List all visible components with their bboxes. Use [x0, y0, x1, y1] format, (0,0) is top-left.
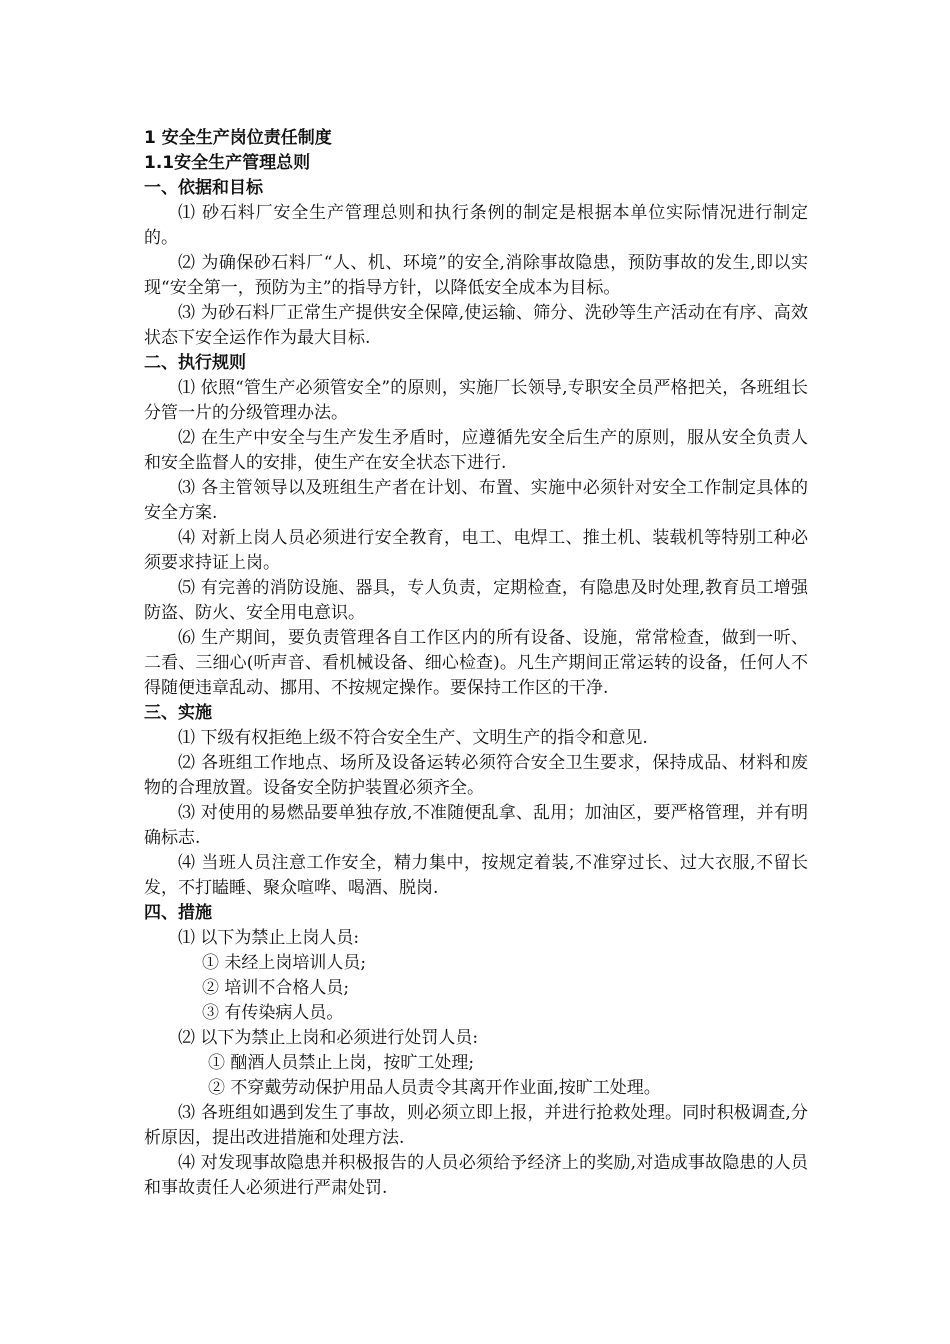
sub-item-4-1-3: ③ 有传染病人员。: [202, 1003, 344, 1023]
paragraph-1-1: ⑴ 砂石料厂安全生产管理总则和执行条例的制定是根据本单位实际情况进行制定的。: [144, 203, 808, 248]
paragraph-3-2: ⑵ 各班组工作地点、场所及设备运转必须符合安全卫生要求，保持成品、材料和废物的合理放置。设备安全防护装置必须齐全。: [144, 753, 808, 798]
section-heading-3: 三、实施: [144, 703, 212, 723]
paragraph-1-2: ⑵ 为确保砂石料厂“人、机、环境”的安全,消除事故隐患，预防事故的发生,即以实现“安全第一，预防为主”的指导方针，以降低安全成本为目标。: [144, 253, 808, 298]
sub-item-4-1-1: ① 未经上岗培训人员;: [202, 953, 367, 973]
sub-item-4-1-2: ② 培训不合格人员;: [202, 978, 350, 998]
paragraph-4-3: ⑶ 各班组如遇到发生了事故，则必须立即上报，并进行抢救处理。同时积极调查,分析原因，提出改进措施和处理方法.: [144, 1103, 808, 1148]
section-heading-4: 四、措施: [144, 903, 212, 923]
paragraph-2-1: ⑴ 依照“管生产必须管安全”的原则，实施厂长领导,专职安全员严格把关，各班组长分管一片的分级管理办法。: [144, 378, 808, 423]
paragraph-2-3: ⑶ 各主管领导以及班组生产者在计划、布置、实施中必须针对安全工作制定具体的安全方案.: [144, 478, 808, 523]
paragraph-4-4: ⑷ 对发现事故隐患并积极报告的人员必须给予经济上的奖励,对造成事故隐患的人员和事故责任人必须进行严肃处罚.: [144, 1153, 808, 1198]
paragraph-3-1: ⑴ 下级有权拒绝上级不符合安全生产、文明生产的指令和意见.: [178, 728, 648, 748]
section-title: 1.1安全生产管理总则: [144, 153, 311, 173]
paragraph-4-1: ⑴ 以下为禁止上岗人员:: [178, 928, 360, 948]
paragraph-2-5: ⑸ 有完善的消防设施、器具，专人负责，定期检查，有隐患及时处理,教育员工增强防盗、防火、安全用电意识。: [144, 578, 808, 623]
document-body: [144, 126, 808, 1201]
paragraph-1-3: ⑶ 为砂石料厂正常生产提供安全保障,使运输、筛分、洗砂等生产活动在有序、高效状态下安全运作作为最大目标.: [144, 303, 808, 348]
section-heading-2: 二、执行规则: [144, 353, 246, 373]
sub-item-4-2-2: ② 不穿戴劳动保护用品人员责令其离开作业面,按旷工处理。: [208, 1078, 661, 1098]
paragraph-2-6: ⑹ 生产期间，要负责管理各自工作区内的所有设备、设施，常常检查，做到一听、二看、三细心(听声音、看机械设备、细心检查)。凡生产期间正常运转的设备，任何人不得随便违章乱动、挪用、不按规定操作。要保持工作区的干净.: [144, 628, 808, 698]
paragraph-3-4: ⑷ 当班人员注意工作安全，精力集中，按规定着装,不准穿过长、过大衣服,不留长发，不打瞌睡、聚众喧哗、喝酒、脱岗.: [144, 853, 808, 898]
paragraph-4-2: ⑵ 以下为禁止上岗和必须进行处罚人员:: [178, 1028, 479, 1048]
sub-item-4-2-1: ① 酗酒人员禁止上岗，按旷工处理;: [208, 1053, 475, 1073]
paragraph-2-2: ⑵ 在生产中安全与生产发生矛盾时，应遵循先安全后生产的原则，服从安全负责人和安全监督人的安排，使生产在安全状态下进行.: [144, 428, 808, 473]
section-heading-1: 一、依据和目标: [144, 178, 263, 198]
paragraph-3-3: ⑶ 对使用的易燃品要单独存放,不准随便乱拿、乱用；加油区，要严格管理，并有明确标志.: [144, 803, 808, 848]
paragraph-2-4: ⑷ 对新上岗人员必须进行安全教育，电工、电焊工、推土机、装载机等特别工种必须要求持证上岗。: [144, 528, 808, 573]
document-title: 1 安全生产岗位责任制度: [144, 128, 332, 148]
